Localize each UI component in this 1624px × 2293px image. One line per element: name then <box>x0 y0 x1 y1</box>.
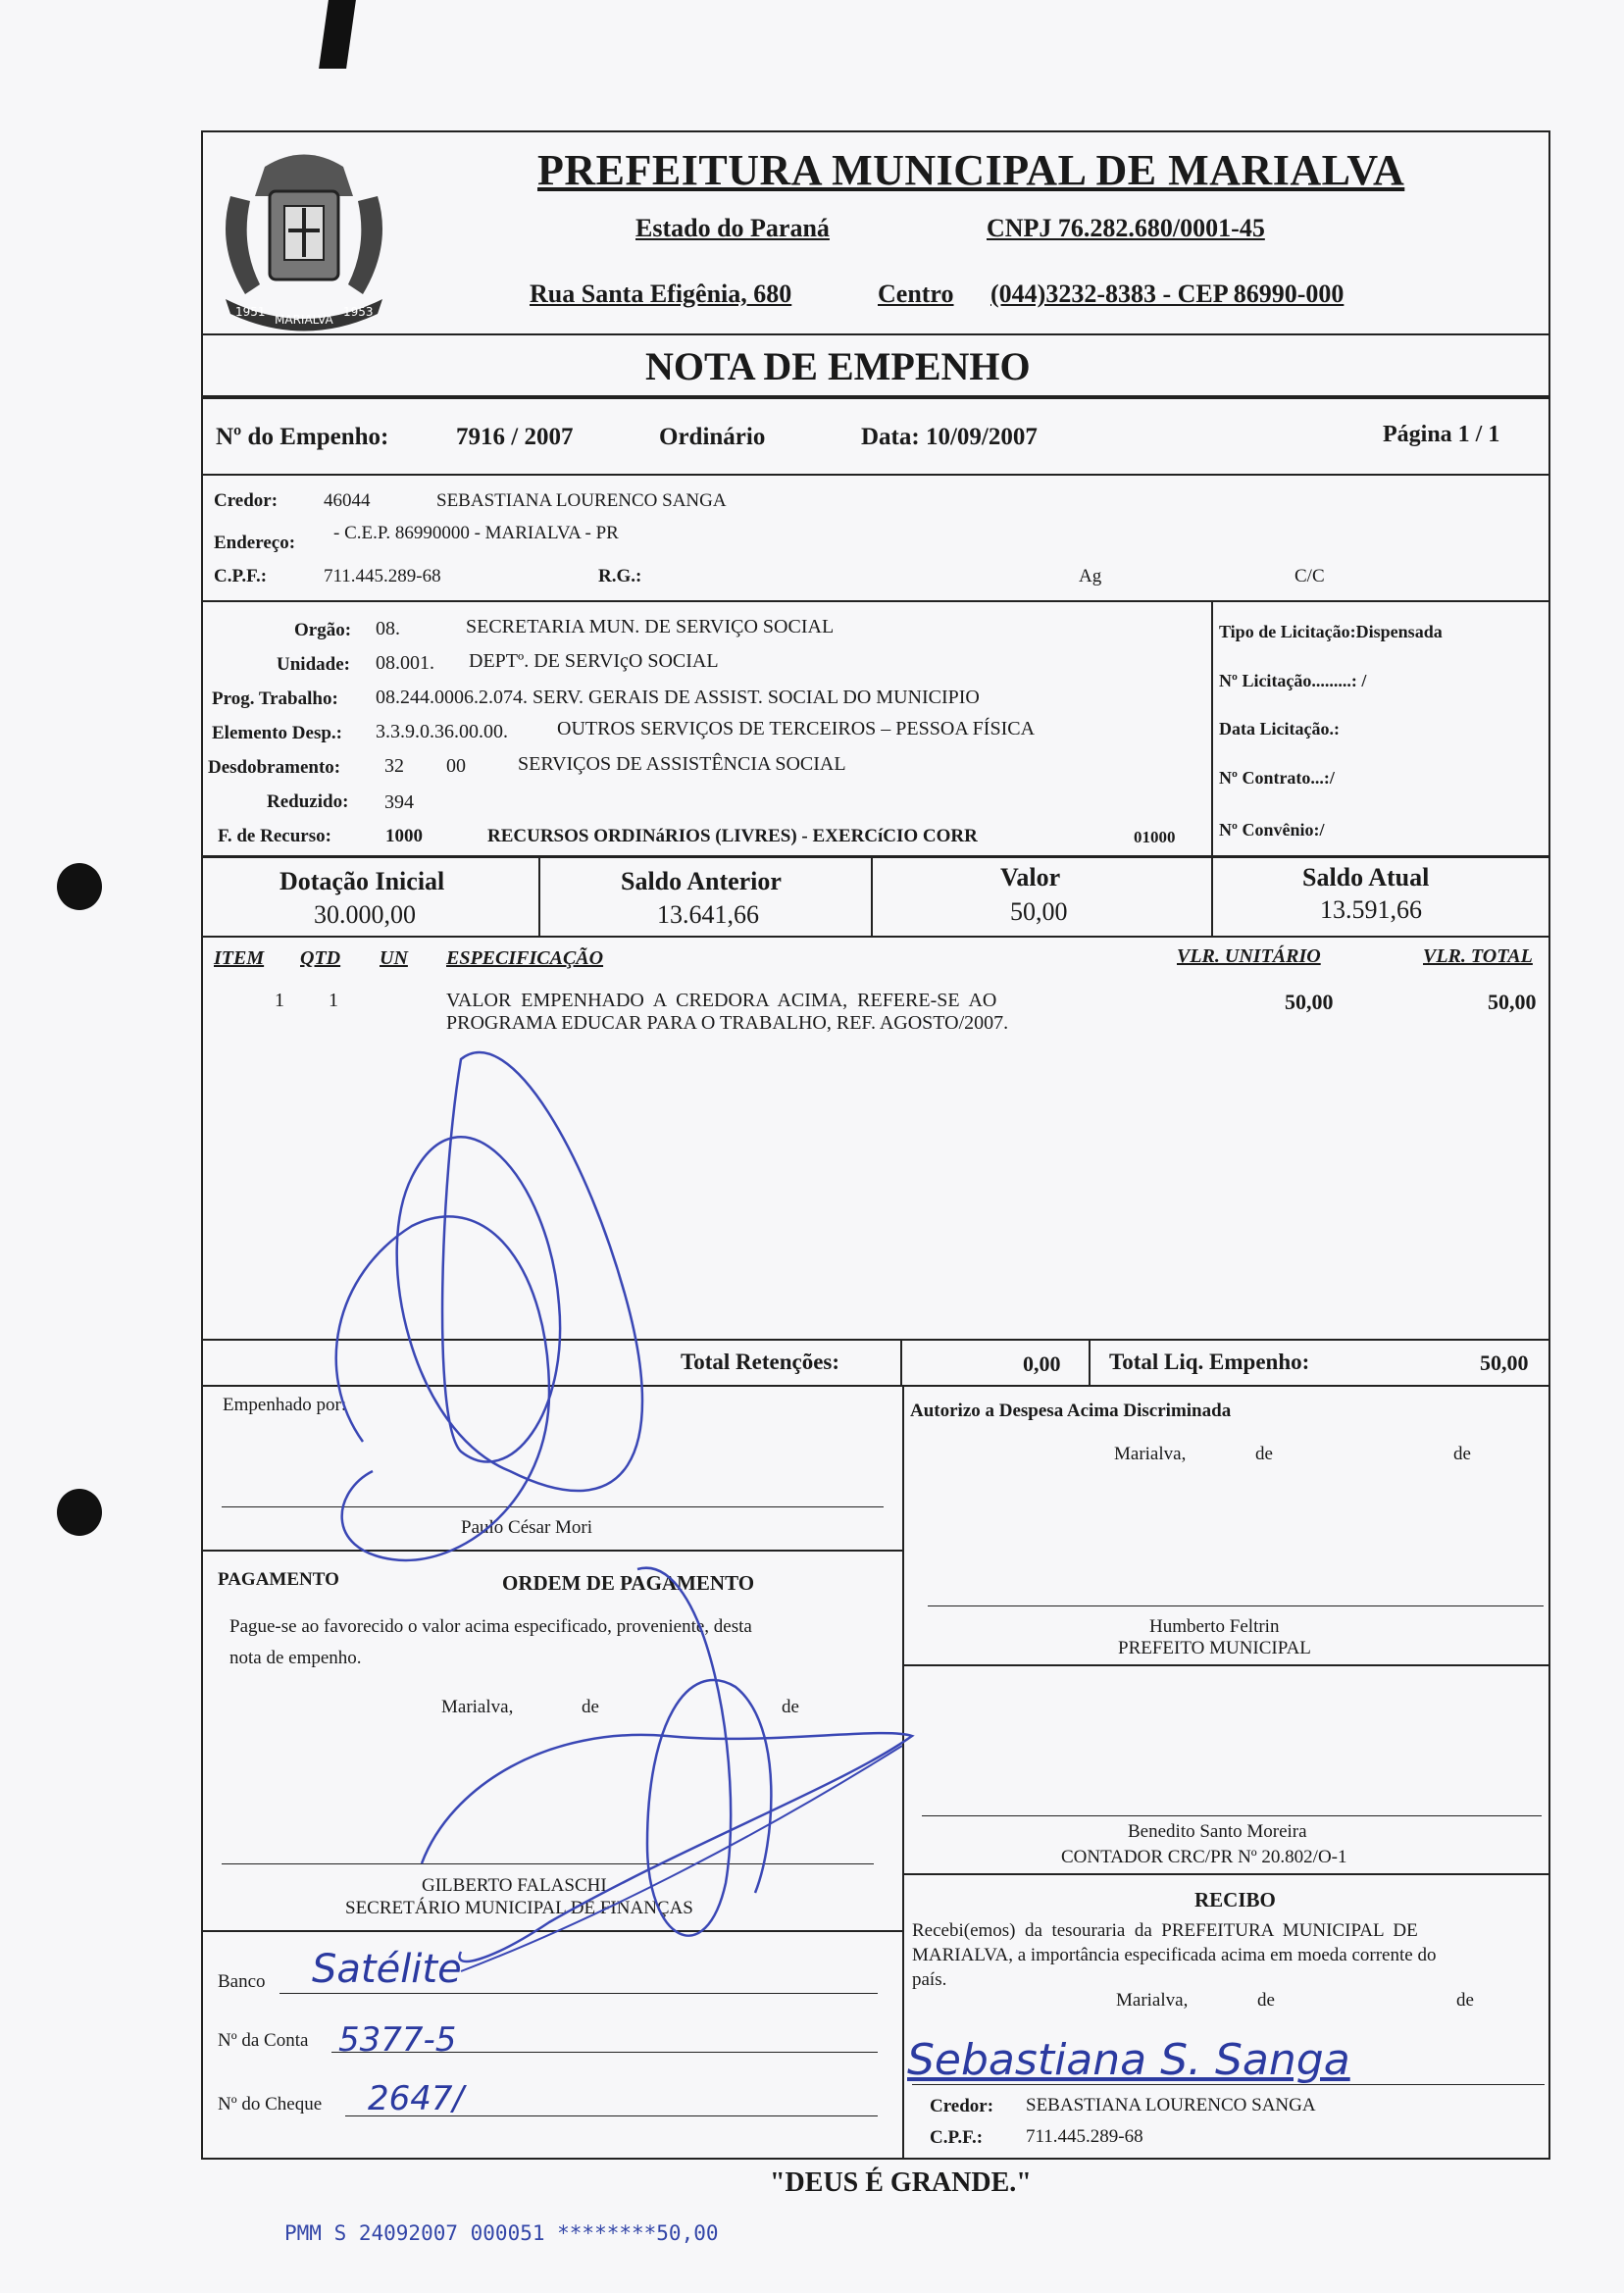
creditor-address: - C.E.P. 86990000 - MARIALVA - PR <box>333 523 619 543</box>
autorizo-place: Marialva, <box>1114 1444 1187 1464</box>
phone-cep-label: (044)3232-8383 - CEP 86990-000 <box>990 280 1345 308</box>
banco-value[interactable]: Satélite <box>312 1947 462 1992</box>
liquido-label: Total Liq. Empenho: <box>1109 1350 1310 1374</box>
credor-name: SEBASTIANA LOURENCO SANGA <box>436 490 727 511</box>
row-unit-value: 50,00 <box>1285 990 1334 1014</box>
recibo-credor-label: Credor: <box>930 2096 994 2116</box>
recibo-de1: de <box>1257 1990 1275 2011</box>
contador-role: CONTADOR CRC/PR Nº 20.802/O-1 <box>1061 1847 1347 1867</box>
recibo-credor-name: SEBASTIANA LOURENCO SANGA <box>1026 2095 1316 2115</box>
contador-name: Benedito Santo Moreira <box>1128 1821 1307 1842</box>
recurso-code: 1000 <box>385 826 423 846</box>
data-licitacao: Data Licitação.: <box>1219 719 1340 739</box>
document-title: NOTA DE EMPENHO <box>645 344 1031 388</box>
row-spec-line2: PROGRAMA EDUCAR PARA O TRABALHO, REF. AGOSTO/2007. <box>446 1012 1009 1034</box>
pagamento-text-line1: Pague-se ao favorecido o valor acima especificado, proveniente, desta <box>229 1616 752 1637</box>
dotacao-label: Dotação Inicial <box>279 867 445 895</box>
col-un-header: UN <box>380 947 408 969</box>
numero-licitacao: Nº Licitação.........: / <box>1219 671 1367 690</box>
desdobramento-label: Desdobramento: <box>208 757 341 778</box>
motto: "DEUS É GRANDE." <box>770 2167 1032 2198</box>
unidade-code: 08.001. <box>376 652 434 674</box>
numero-contrato: Nº Contrato...:/ <box>1219 768 1335 788</box>
pagamento-place: Marialva, <box>441 1697 514 1717</box>
pagamento-de1: de <box>582 1697 599 1717</box>
orgao-code: 08. <box>376 618 400 639</box>
saldo-atual-label: Saldo Atual <box>1302 863 1430 892</box>
secretario-role: SECRETÁRIO MUNICIPAL DE FINANÇAS <box>345 1898 693 1918</box>
col-qtd-header: QTD <box>300 947 341 969</box>
recibo-place: Marialva, <box>1116 1990 1189 2011</box>
payment-stamp: PMM S 24092007 000051 ********50,00 <box>284 2221 719 2245</box>
credor-code: 46044 <box>324 490 371 511</box>
elemento-code: 3.3.9.0.36.00.00. <box>376 721 508 742</box>
recurso-desc: RECURSOS ORDINáRIOS (LIVRES) - EXERCíCIO CORR <box>487 826 978 846</box>
cpf-label: C.P.F.: <box>214 566 268 586</box>
empenhado-name: Paulo César Mori <box>461 1517 593 1538</box>
saldo-atual-value: 13.591,66 <box>1320 895 1422 924</box>
empenho-number: 7916 / 2007 <box>456 424 574 450</box>
row-spec-line1: VALOR EMPENHADO A CREDORA ACIMA, REFERE-SE AO <box>446 990 997 1011</box>
creditor-cpf: 711.445.289-68 <box>324 566 441 586</box>
recibo-text-line3: país. <box>912 1969 947 1990</box>
reduzido-value: 394 <box>384 791 414 813</box>
punch-hole-top <box>57 863 102 910</box>
crest-year-left: 1951 <box>235 305 266 319</box>
address-field-label: Endereço: <box>214 533 296 553</box>
retencoes-value: 0,00 <box>1023 1351 1061 1376</box>
credor-label: Credor: <box>214 490 279 511</box>
ordem-pagamento-label: ORDEM DE PAGAMENTO <box>502 1571 755 1595</box>
banco-label: Banco <box>218 1971 266 1992</box>
tipo-licitacao: Tipo de Licitação:Dispensada <box>1219 622 1443 641</box>
recibo-text-line1: Recebi(emos) da tesouraria da PREFEITURA MUNICIPAL DE <box>912 1920 1418 1941</box>
center-label: Centro <box>878 280 954 308</box>
orgao-label: Orgão: <box>294 620 352 640</box>
conta-value[interactable]: 5377-5 <box>338 2020 457 2060</box>
row-item: 1 <box>275 990 284 1011</box>
row-qtd: 1 <box>329 990 338 1011</box>
empenho-number-label: Nº do Empenho: <box>216 424 389 450</box>
liquido-value: 50,00 <box>1480 1350 1529 1375</box>
valor-value: 50,00 <box>1010 897 1068 926</box>
col-item-header: ITEM <box>214 947 265 969</box>
pagamento-de2: de <box>782 1697 799 1717</box>
saldo-anterior-label: Saldo Anterior <box>621 867 782 895</box>
page-number: Página 1 / 1 <box>1383 422 1500 447</box>
empenhado-label: Empenhado por: <box>223 1395 347 1415</box>
pagamento-label: PAGAMENTO <box>218 1569 339 1590</box>
ag-label: Ag <box>1079 566 1102 586</box>
cnpj-label: CNPJ 76.282.680/0001-45 <box>987 214 1265 242</box>
recibo-text-line2: MARIALVA, a importância especificada acima em moeda corrente do <box>912 1945 1437 1965</box>
recibo-cpf: 711.445.289-68 <box>1026 2126 1143 2147</box>
col-unit-header: VLR. UNITÁRIO <box>1177 945 1321 967</box>
valor-label: Valor <box>1000 863 1061 892</box>
prefeito-name: Humberto Feltrin <box>1149 1616 1280 1637</box>
dotacao-value: 30.000,00 <box>314 900 416 929</box>
empenho-date: Data: 10/09/2007 <box>861 424 1038 450</box>
prog-trabalho-value: 08.244.0006.2.074. SERV. GERAIS DE ASSIST. SOCIAL DO MUNICIPIO <box>376 687 980 708</box>
crest-year-right: 1953 <box>343 305 374 319</box>
recibo-title: RECIBO <box>1194 1888 1276 1911</box>
col-spec-header: ESPECIFICAÇÃO <box>446 947 604 969</box>
address-label: Rua Santa Efigênia, 680 <box>530 280 792 308</box>
cheque-label: Nº do Cheque <box>218 2094 323 2115</box>
recibo-de2: de <box>1456 1990 1474 2011</box>
col-total-header: VLR. TOTAL <box>1423 945 1533 967</box>
autorizo-de1: de <box>1255 1444 1273 1464</box>
rg-label: R.G.: <box>598 566 642 586</box>
numero-convenio: Nº Convênio:/ <box>1219 820 1325 840</box>
retencoes-label: Total Retenções: <box>681 1350 840 1374</box>
recurso-code2: 01000 <box>1134 828 1176 846</box>
crest-name: MARIALVA <box>275 313 333 327</box>
desdobramento-code2: 00 <box>446 755 466 777</box>
recibo-signature: Sebastiana S. Sanga <box>907 2035 1350 2085</box>
elemento-desc: OUTROS SERVIÇOS DE TERCEIROS – PESSOA FÍSICA <box>557 718 1036 739</box>
desdobramento-desc: SERVIÇOS DE ASSISTÊNCIA SOCIAL <box>518 753 846 775</box>
punch-hole-bottom <box>57 1489 102 1536</box>
unidade-desc: DEPTº. DE SERVIçO SOCIAL <box>469 650 719 672</box>
row-total-value: 50,00 <box>1488 990 1537 1014</box>
prog-trabalho-label: Prog. Trabalho: <box>212 688 338 709</box>
municipality-title: PREFEITURA MUNICIPAL DE MARIALVA <box>537 146 1405 194</box>
elemento-label: Elemento Desp.: <box>212 723 342 743</box>
empenho-type: Ordinário <box>659 424 766 450</box>
saldo-anterior-value: 13.641,66 <box>657 900 759 929</box>
recibo-cpf-label: C.P.F.: <box>930 2127 984 2148</box>
conta-label: Nº da Conta <box>218 2030 309 2051</box>
reduzido-label: Reduzido: <box>267 791 349 812</box>
unidade-label: Unidade: <box>277 654 350 675</box>
desdobramento-code1: 32 <box>384 755 404 777</box>
cheque-value[interactable]: 2647/ <box>368 2079 464 2118</box>
prefeito-role: PREFEITO MUNICIPAL <box>1118 1638 1311 1658</box>
orgao-desc: SECRETARIA MUN. DE SERVIÇO SOCIAL <box>466 616 835 637</box>
cc-label: C/C <box>1294 566 1325 586</box>
state-label: Estado do Paraná <box>635 214 830 242</box>
recurso-label: F. de Recurso: <box>218 826 331 846</box>
autorizo-de2: de <box>1453 1444 1471 1464</box>
autorizo-label: Autorizo a Despesa Acima Discriminada <box>910 1401 1232 1421</box>
secretario-name: GILBERTO FALASCHI <box>422 1875 607 1896</box>
pagamento-text-line2: nota de empenho. <box>229 1648 362 1668</box>
